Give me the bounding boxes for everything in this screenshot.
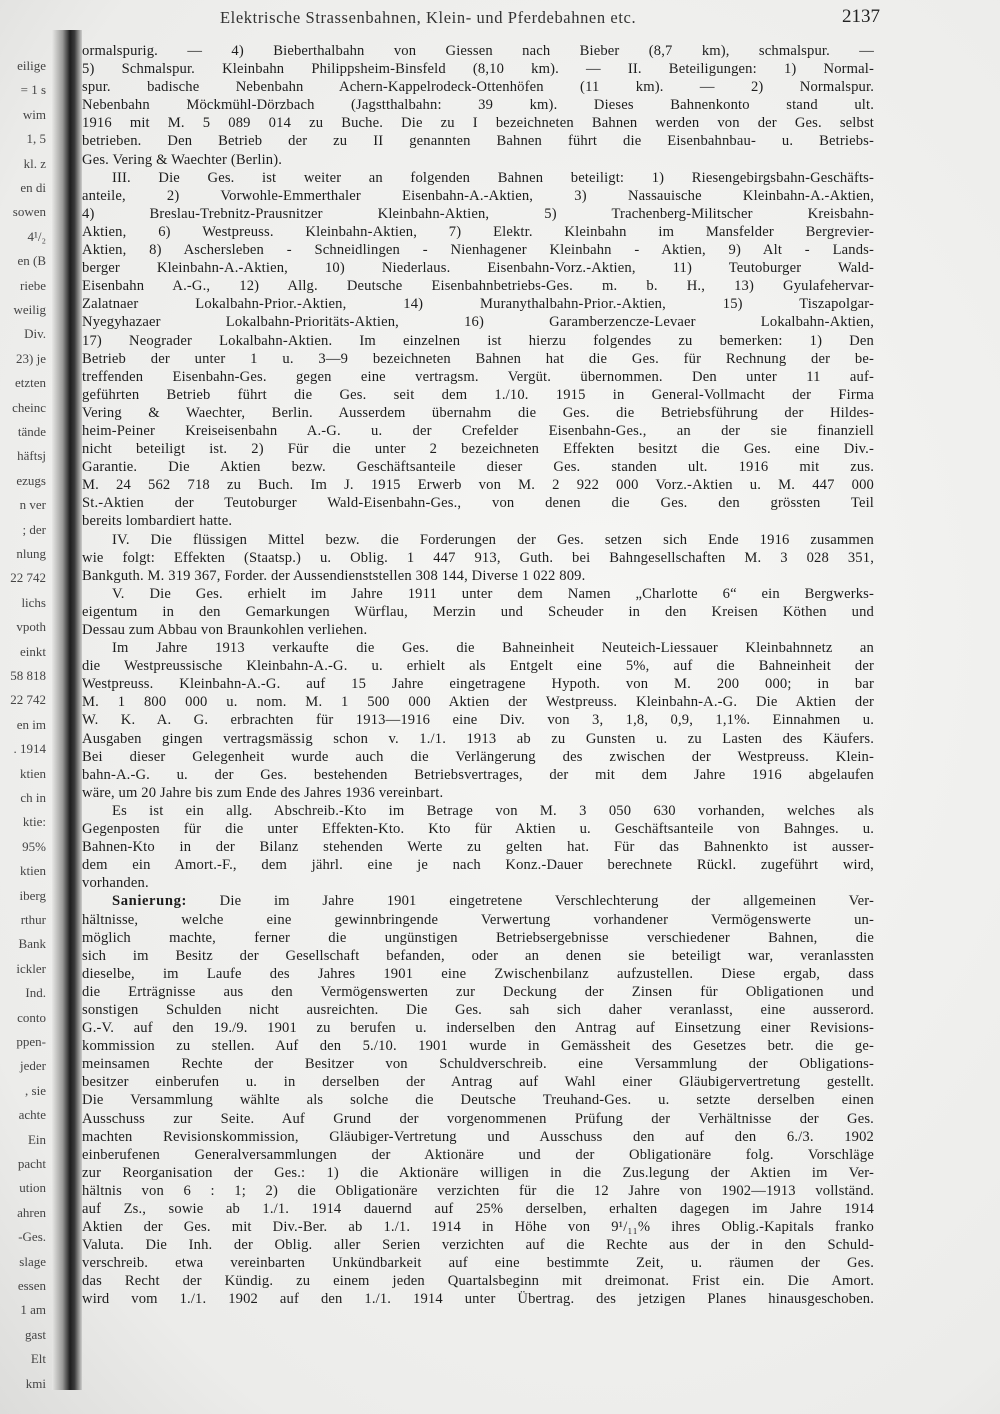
- text-line: Ausgaben gingen vertragsmässig schon v. 1./1. 1913 ab zu Gunsten u. zu Lasten des Käufers.: [82, 730, 874, 747]
- margin-fragment: 22 742: [10, 570, 46, 586]
- margin-fragment: achte: [18, 1107, 46, 1123]
- margin-fragment: rthur: [20, 912, 46, 927]
- page-header: [90, 6, 880, 30]
- text-line: IV. Die flüssigen Mittel bezw. die Forderungen der Ges. setzen sich Ende 1916 zusammen: [112, 531, 874, 548]
- margin-fragment: essen: [17, 1278, 46, 1293]
- text-line: sonstigen Schulden nicht ausreichten. Die Ges. sah sich daher veranlasst, eine ausserord.: [82, 1001, 874, 1018]
- margin-fragment: tände: [17, 424, 46, 439]
- margin-fragment: 95%: [22, 838, 46, 854]
- margin-fragment: ktie:: [22, 814, 46, 830]
- margin-fragment: weilig: [13, 302, 46, 317]
- text-line: 5) Schmalspur. Kleinbahn Philippsheim-Binsfeld (8,10 km). — II. Beteiligungen: 1) Normal-: [82, 61, 874, 78]
- margin-fragment: en (B: [17, 253, 46, 269]
- text-line: sich im Besitz der Gesellschaft befanden, oder an denen sie beteiligt war, veranlassten: [82, 947, 874, 964]
- margin-fragment: ppen-: [16, 1034, 46, 1049]
- margin-fragment: ktien: [20, 863, 46, 879]
- main-text-column: [82, 42, 874, 1309]
- text-line: kommission zu stellen. Auf den 5./10. 1901 wurde in Gemässheit des Gesetzes betr. die ge-: [82, 1038, 874, 1055]
- text-line: Ges. Vering & Waechter (Berlin).: [82, 151, 283, 168]
- margin-fragment: Ein: [27, 1131, 46, 1147]
- text-line: Aktien, 6) Westpreuss. Kleinbahn-Aktien, 7) Elektr. Kleinbahn im Mansfelder Bergrevier-: [82, 223, 874, 240]
- text-line: Dessau zum Abbau von Braunkohlen verliehen.: [82, 622, 368, 638]
- margin-fragment: riebe: [20, 277, 46, 293]
- margin-fragment: 1, 5: [26, 131, 46, 147]
- margin-fragment: ; der: [22, 521, 46, 537]
- margin-fragment: nlung: [16, 546, 46, 561]
- text-line: III. Die Ges. ist weiter an folgenden Bahnen beteiligt: 1) Riesengebirgsbahn-Geschäfts-: [112, 169, 874, 186]
- text-line: Bankguth. M. 319 367, Forder. der Aussendienststellen 308 144, Diverse 1 022 809.: [82, 567, 586, 584]
- margin-fragment: Ind.: [25, 985, 46, 1001]
- margin-fragment: Elt: [30, 1351, 46, 1367]
- page-number: 2137: [842, 6, 880, 27]
- margin-fragment: kmi: [25, 1375, 46, 1391]
- text-line: auf Zs., sowie ab 1./1. 1914 dauernd auf 25% derselben, erhalten dagegen im Jahre 1914: [82, 1201, 874, 1217]
- text-line: Aktien, 8) Aschersleben - Schneidlingen - Nienhagener Kleinbahn - Aktien, 9) Alt - Lands-: [82, 242, 874, 259]
- text-line: hältnis von 6 : 1; 2) die Obligationäre verzichten für die 12 Jahre von 1902—1913 vollständ.: [82, 1182, 874, 1199]
- text-line: zur Reorganisation der Ges.: 1) die Aktionäre willigen in die Zus.legung der Aktien im Ver-: [82, 1164, 874, 1181]
- text-line: Die Versammlung wählte als solche die Deutsche Treuhand-Ges. u. setzte derselben einen: [82, 1092, 874, 1109]
- text-line: Zalatnaer Lokalbahn-Prior.-Aktien, 14) Muranythalbahn-Prior.-Aktien, 15) Tiszapolgar-: [82, 296, 874, 313]
- margin-fragment: n ver: [19, 497, 46, 513]
- text-line: berger Kleinbahn-A.-Aktien, 10) Niederlaus. Eisenbahn-Vorz.-Aktien, 11) Teutoburger Wald-: [82, 260, 874, 277]
- text-line: verschreib. etwa vereinbarten Unkündbarkeit auf eine bestimmte Zeit, u. räumen der Ges.: [82, 1255, 874, 1272]
- text-line: wird vom 1./1. 1902 auf den 1./1. 1914 unter Übertrag. des jetzigen Planes hinausgeschoben.: [82, 1291, 874, 1308]
- text-line: W. K. A. G. erbrachten für 1913—1916 eine Div. von 3, 1,8, 0,9, 1,1%. Einnahmen u.: [82, 712, 874, 729]
- text-line: 17) Neograder Lokalbahn-Aktien. Im einzelnen ist hierzu folgendes zu bemerken: 1) Den: [82, 332, 874, 349]
- text-line: 1916 mit M. 5 089 014 zu Buche. Die zu I bezeichneten Bahnen werden von der Ges. selbst: [82, 115, 874, 132]
- text-line: M. 24 562 718 zu Buch. Im J. 1915 Erwerb von M. 2 922 000 Vorz.-Aktien u. M. 447 000: [82, 477, 874, 494]
- text-line: spur. badische Nebenbahn Achern-Kappelrodeck-Ottenhöfen (11 km). — 2) Normalspur.: [82, 79, 874, 96]
- text-line: bereits lombardiert hatte.: [82, 513, 233, 530]
- text-line: St.-Aktien der Teutoburger Wald-Eisenbahn-Ges., von denen die Ges. den grössten Teil: [82, 495, 874, 512]
- text-line: Es ist ein allg. Abschreib.-Kto im Betrage von M. 3 050 630 vorhanden, welches als: [112, 802, 874, 819]
- text-line: G.-V. auf den 19./9. 1901 zu berufen u. inderselben den Antrag auf Einsetzung einer Revisions-: [82, 1020, 874, 1037]
- margin-fragment: eilige: [17, 58, 46, 73]
- text-line: möglich machte, ferner die ungünstigen Betriebsergebnisse verschiedener Bahnen, die: [82, 929, 874, 946]
- text-line: dieselbe, im Laufe des Jahres 1901 eine Zwischenbilanz aufzustellen. Diese ergab, dass: [82, 965, 874, 982]
- text-line: Aktien der Ges. mit Div.-Ber. ab 1./1. 1914 in Höhe von 9¹/₁₁% ihres Oblig.-Kapitals franko: [82, 1219, 874, 1236]
- text-line: ormalspurig. — 4) Bieberthalbahn von Giessen nach Bieber (8,7 km), schmalspur. —: [82, 43, 874, 59]
- margin-fragment: slage: [19, 1253, 46, 1269]
- text-line: treffenden Eisenbahn-Ges. gegen eine vertragsm. Vergüt. übernommen. Den unter 11 auf-: [82, 368, 874, 385]
- text-line: meinsamen Rechte der Besitzer von Schuldverschreib. eine Versammlung der Obligations-: [82, 1056, 874, 1073]
- margin-fragment: conto: [17, 1009, 46, 1025]
- margin-fragment: en di: [20, 180, 46, 195]
- margin-fragment: ution: [19, 1180, 46, 1196]
- text-line: besitzer einberufen u. in derselben der Antrag auf Wahl einer Gläubigervertretung gestellt.: [82, 1074, 874, 1091]
- running-title: Elektrische Strassenbahnen, Klein- und Pferdebahnen etc.: [220, 8, 637, 27]
- margin-fragment: lichs: [21, 594, 46, 610]
- margin-fragment: gast: [25, 1326, 46, 1342]
- text-line: wäre, um 20 Jahre bis zum Ende des Jahres 1936 vereinbart.: [82, 784, 444, 801]
- margin-fragment: sowen: [12, 204, 46, 220]
- margin-fragment: , sie: [25, 1082, 46, 1098]
- text-line: machten Revisionskommission, Gläubiger-Vertretung und Ausschuss den auf den 6./3. 1902: [82, 1128, 874, 1145]
- text-line: M. 1 800 000 u. nom. M. 1 500 000 Aktien der Westpreuss. Kleinbahn-A.-G. Die Aktien der: [82, 694, 874, 711]
- margin-fragment: etzten: [14, 375, 46, 391]
- text-line: wie folgt: Effekten (Staatsp.) u. Oblig. 1 447 913, Guth. bei Bahngesellschaften M. 3 028 351,: [82, 549, 874, 566]
- text-line: anteile, 2) Vorwohle-Emmerthaler Eisenbahn-A.-Aktien, 3) Nassauische Kleinbahn-A.-Aktien,: [82, 187, 874, 204]
- text-line: Bei dieser Gelegenheit wurde auch die Verlängerung des zwischen der Westpreuss. Klein-: [82, 748, 874, 765]
- book-spine-shadow: [52, 30, 82, 1390]
- text-line: geführten Betrieb führt die Ges. seit dem 1./10. 1915 in General-Vollmacht der Firma: [82, 386, 874, 403]
- adjacent-page-margin: [0, 40, 52, 1391]
- text-line: Bahnen-Kto in der Bilanz stehenden Werte zu gelten hat. Für das Bahnenkto ist ausser-: [82, 839, 874, 856]
- margin-fragment: ahren: [17, 1204, 46, 1220]
- text-line: dem ein Amort.-F., dem jährl. eine je nach Konz.-Dauer berechnete Rückl. zugeführt wird,: [82, 857, 874, 874]
- margin-fragment: Bank: [18, 936, 46, 952]
- text-line: die Westpreussische Kleinbahn-A.-G. u. erhielt als Entgelt eine 5%, auf die Bahneinheit der: [82, 658, 874, 675]
- text-line: das Recht der Kündig. zu einem jeden Quartalsbeginn mit dreimonat. Frist ein. Die Amort.: [82, 1273, 874, 1290]
- margin-fragment: 4¹/₂: [27, 228, 46, 244]
- margin-fragment: jeder: [20, 1058, 46, 1074]
- text-line: 4) Breslau-Trebnitz-Prausnitzer Kleinbahn-Aktien, 5) Trachenberg-Militscher Kreisbahn-: [82, 205, 874, 222]
- margin-fragment: Div.: [24, 326, 46, 342]
- text-line: Sanierung: Die im Jahre 1901 eingetretene Verschlechterung der allgemeinen Ver-: [112, 893, 874, 910]
- text-line: heim-Peiner Kreiseisenbahn A.-G. u. der Crefelder Eisenbahn-Ges., an der sie finanziell: [82, 422, 874, 439]
- margin-fragment: pacht: [17, 1156, 46, 1171]
- margin-fragment: -Ges.: [18, 1229, 46, 1245]
- text-line: Im Jahre 1913 verkaufte die Ges. die Bahneinheit Neuteich-Liessauer Kleinbahnnetz an: [112, 640, 874, 657]
- text-line: Garantie. Die Aktien bezw. Geschäftsanteile dieser Ges. standen ult. 1916 mit zus.: [82, 459, 874, 476]
- text-line: hältnisse, welche eine gewinnbringende Verwertung vorhandener Vermögenswerte un-: [82, 911, 874, 928]
- margin-fragment: cheinc: [12, 399, 46, 415]
- text-line: Ausschuss zur Seite. Auf Grund der vorgenommenen Prüfung der Verhältnisse der Ges.: [82, 1110, 874, 1127]
- text-line: V. Die Ges. erhielt im Jahre 1911 unter dem Namen „Charlotte 6“ ein Bergwerks-: [112, 585, 874, 602]
- margin-fragment: vpoth: [16, 619, 46, 635]
- section-heading-sanierung: Sanierung:: [112, 893, 187, 910]
- text-line: eigentum in den Gemarkungen Würflau, Merzin und Scheuder in den Kreisen Köthen und: [82, 603, 874, 620]
- margin-fragment: ktien: [20, 765, 46, 781]
- text-line: betrieben. Den Betrieb der zu II genannten Bahnen führt die Eisenbahnbau- u. Betriebs-: [82, 133, 874, 150]
- margin-fragment: kl. z: [23, 155, 46, 171]
- text-line: vorhanden.: [82, 875, 149, 892]
- margin-fragment: ickler: [16, 960, 46, 976]
- margin-fragment: . 1914: [13, 741, 46, 757]
- margin-fragment: 23) je: [16, 350, 46, 366]
- text-line: Nyegyhazaer Lokalbahn-Prioritäts-Aktien, 16) Garamberzencze-Levaer Lokalbahn-Aktien,: [82, 314, 874, 331]
- text-line: einberufenen Generalversammlungen der Aktionäre und der Obligationäre folg. Vorschläge: [82, 1146, 874, 1163]
- text-line: Eisenbahn A.-G., 12) Allg. Deutsche Eisenbahnbetriebs-Ges. m. b. H., 13) Gyulafehervar-: [82, 278, 874, 295]
- margin-fragment: wim: [22, 106, 46, 122]
- margin-fragment: = 1 s: [20, 82, 46, 98]
- margin-fragment: häftsj: [17, 448, 46, 464]
- text-line: die Erträgnisse aus den Vermögenswerten zur Deckung der Zinsen für Obligationen und: [82, 983, 874, 1000]
- text-line: bahn-A.-G. u. der Ges. bestehenden Betriebsvertrages, der mit dem Jahre 1916 abgelaufen: [82, 766, 874, 783]
- margin-fragment: ezugs: [16, 472, 46, 488]
- margin-fragment: 58 818: [10, 668, 46, 683]
- text-line: nicht beteiligt ist. 2) Für die unter 2 bezeichneten Effekten besitzt die Ges. eine Div.-: [82, 441, 874, 458]
- margin-fragment: ch in: [20, 790, 46, 805]
- margin-fragment: einkt: [20, 643, 46, 659]
- text-line: Valuta. Die Inh. der Oblig. aller Serien verzichten auf die Rechte aus der in den Schuld-: [82, 1237, 874, 1254]
- text-line: Gegenposten für die unter Effekten-Kto. Kto für Aktien u. Geschäftsanteile von Bahnges. u.: [82, 821, 874, 838]
- margin-fragment: iberg: [19, 887, 46, 903]
- margin-fragment: 1 am: [20, 1302, 46, 1318]
- text-line: Betrieb der unter 1 u. 3—9 bezeichneten Bahnen hat die Ges. für Rechnung der be-: [82, 350, 874, 367]
- text-line: Vering & Waechter, Berlin. Ausserdem übernahm die Ges. die Betriebsführung der Hildes-: [82, 404, 874, 421]
- text-line: Nebenbahn Möckmühl-Dörzbach (Jagstthalbahn: 39 km). Dieses Bahnenkonto stand ult.: [82, 97, 874, 114]
- margin-fragment: 22 742: [10, 692, 46, 708]
- margin-fragment: en im: [16, 716, 46, 732]
- text-line: Westpreuss. Kleinbahn-A.-G. auf 15 Jahre eingetragene Hypoth. von M. 200 000; in bar: [82, 676, 874, 693]
